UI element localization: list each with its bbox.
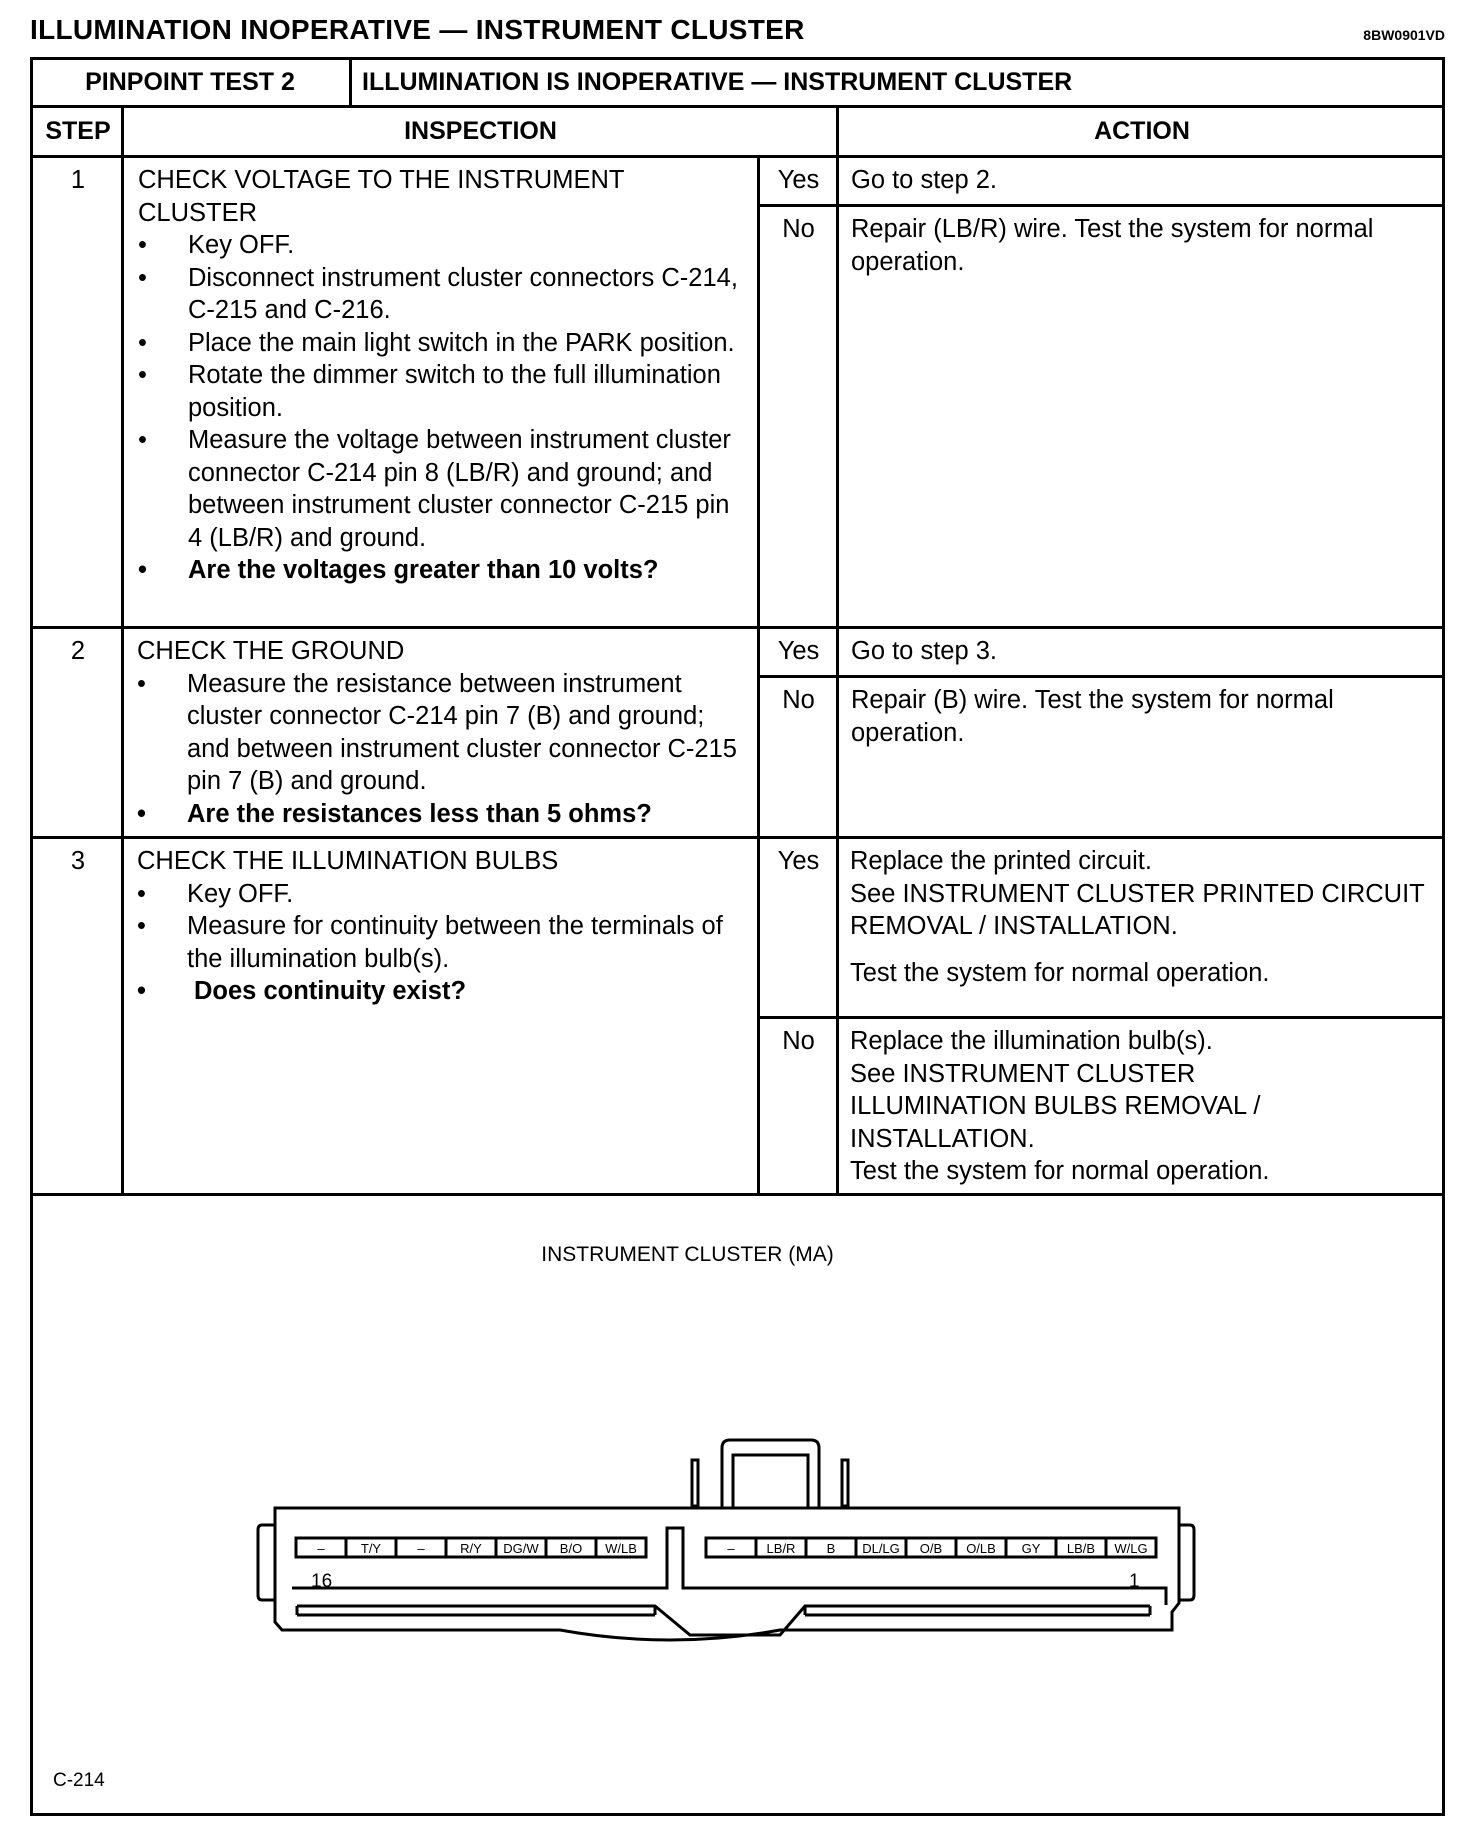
pin-wire-color: B <box>826 1541 836 1556</box>
yes-action: Go to step 2. <box>851 166 998 194</box>
yes-label: Yes <box>777 166 820 194</box>
no-action: Repair (B) wire. Test the system for normal operation. <box>851 686 1334 747</box>
bullet-item: • Key OFF. <box>138 229 748 262</box>
action-text: Replace the printed circuit. <box>850 847 1152 875</box>
connector-post <box>842 1460 848 1506</box>
connector-post <box>692 1460 698 1506</box>
pin-wire-color: R/Y <box>460 1541 482 1556</box>
step-heading: CHECK THE ILLUMINATION BULBS <box>137 847 559 875</box>
no-action: Repair (LB/R) wire. Test the system for normal operation. <box>851 215 1374 276</box>
diagram-title: INSTRUMENT CLUSTER (MA) <box>541 1243 834 1266</box>
pin-wire-color: – <box>417 1541 425 1556</box>
no-label: No <box>782 686 815 714</box>
pin-wire-color: LB/B <box>1066 1541 1096 1556</box>
yes-action: Go to step 3. <box>851 637 998 665</box>
no-label: No <box>782 1027 815 1055</box>
page-title: ILLUMINATION INOPERATIVE — INSTRUMENT CLUSTER <box>30 14 805 45</box>
connector-body <box>275 1508 1179 1640</box>
pin-wire-color: B/O <box>559 1541 583 1556</box>
connector-tab-left <box>258 1525 275 1600</box>
figure-code: 8BW0901VD <box>1363 27 1445 43</box>
no-label: No <box>782 215 815 243</box>
step-number: 2 <box>70 637 86 665</box>
see-reference: See INSTRUMENT CLUSTER ILLUMINATION BULBS REMOVAL / INSTALLATION. <box>850 1059 1261 1153</box>
pin-wire-color: DG/W <box>503 1541 539 1556</box>
yes-label: Yes <box>777 637 820 665</box>
bullet-item: • Place the main light switch in the PARK position. <box>138 327 748 360</box>
step-question: • Are the resistances less than 5 ohms? <box>137 798 752 831</box>
pin-wire-color: O/LB <box>966 1541 996 1556</box>
bullet-item: • Measure for continuity between the terminals of the illumination bulb(s). <box>137 910 752 975</box>
step-number: 1 <box>70 166 86 194</box>
bullet-item: • Disconnect instrument cluster connectors C-214, C-215 and C-216. <box>138 262 748 327</box>
connector-latch <box>722 1440 819 1507</box>
see-reference: See INSTRUMENT CLUSTER PRINTED CIRCUIT REMOVAL / INSTALLATION. <box>850 879 1425 940</box>
pin-wire-color: LB/R <box>766 1541 796 1556</box>
pin-wire-color: T/Y <box>360 1541 382 1556</box>
bullet-item: • Rotate the dimmer switch to the full illumination position. <box>138 359 748 424</box>
column-header-step: STEP <box>45 117 111 145</box>
connector-tab-right <box>1179 1525 1194 1600</box>
pin-wire-color: GY <box>1021 1541 1041 1556</box>
pinpoint-test-title: ILLUMINATION IS INOPERATIVE — INSTRUMENT CLUSTER <box>362 68 1073 96</box>
step-heading: CHECK VOLTAGE TO THE INSTRUMENT CLUSTER <box>138 166 624 227</box>
pin-number-last: 1 <box>1129 1571 1140 1592</box>
action-text: Replace the illumination bulb(s). <box>850 1027 1213 1055</box>
step-question: • Does continuity exist? <box>137 975 752 1008</box>
bullet-item: • Measure the voltage between instrument cluster connector C-214 pin 8 (LB/R) and ground; and between instrument cluster connector C-215 pin 4 (LB/R) and ground. <box>138 424 748 554</box>
step-number: 3 <box>70 847 86 875</box>
yes-label: Yes <box>777 847 820 875</box>
step-question: • Are the voltages greater than 10 volts? <box>138 554 748 587</box>
pin-wire-color: W/LG <box>1114 1541 1148 1556</box>
action-text: Test the system for normal operation. <box>850 1157 1270 1185</box>
bullet-item: • Key OFF. <box>137 878 752 911</box>
bullet-item: • Measure the resistance between instrument cluster connector C-214 pin 7 (B) and ground; and between instrument cluster connector C-215 pin 7 (B) and ground. <box>137 668 752 798</box>
step-heading: CHECK THE GROUND <box>137 637 405 665</box>
pin-wire-color: W/LB <box>605 1541 637 1556</box>
pinpoint-test-id: PINPOINT TEST 2 <box>85 68 295 96</box>
pin-wire-color: O/B <box>919 1541 943 1556</box>
pin-wire-color: – <box>727 1541 735 1556</box>
pin-number-first: 16 <box>311 1571 333 1592</box>
action-text: Test the system for normal operation. <box>850 958 1270 987</box>
pin-wire-color: – <box>317 1541 325 1556</box>
column-header-action: ACTION <box>1094 117 1190 145</box>
column-header-inspection: INSPECTION <box>404 117 557 145</box>
connector-label: C-214 <box>53 1770 105 1791</box>
pin-wire-color: DL/LG <box>862 1541 900 1556</box>
